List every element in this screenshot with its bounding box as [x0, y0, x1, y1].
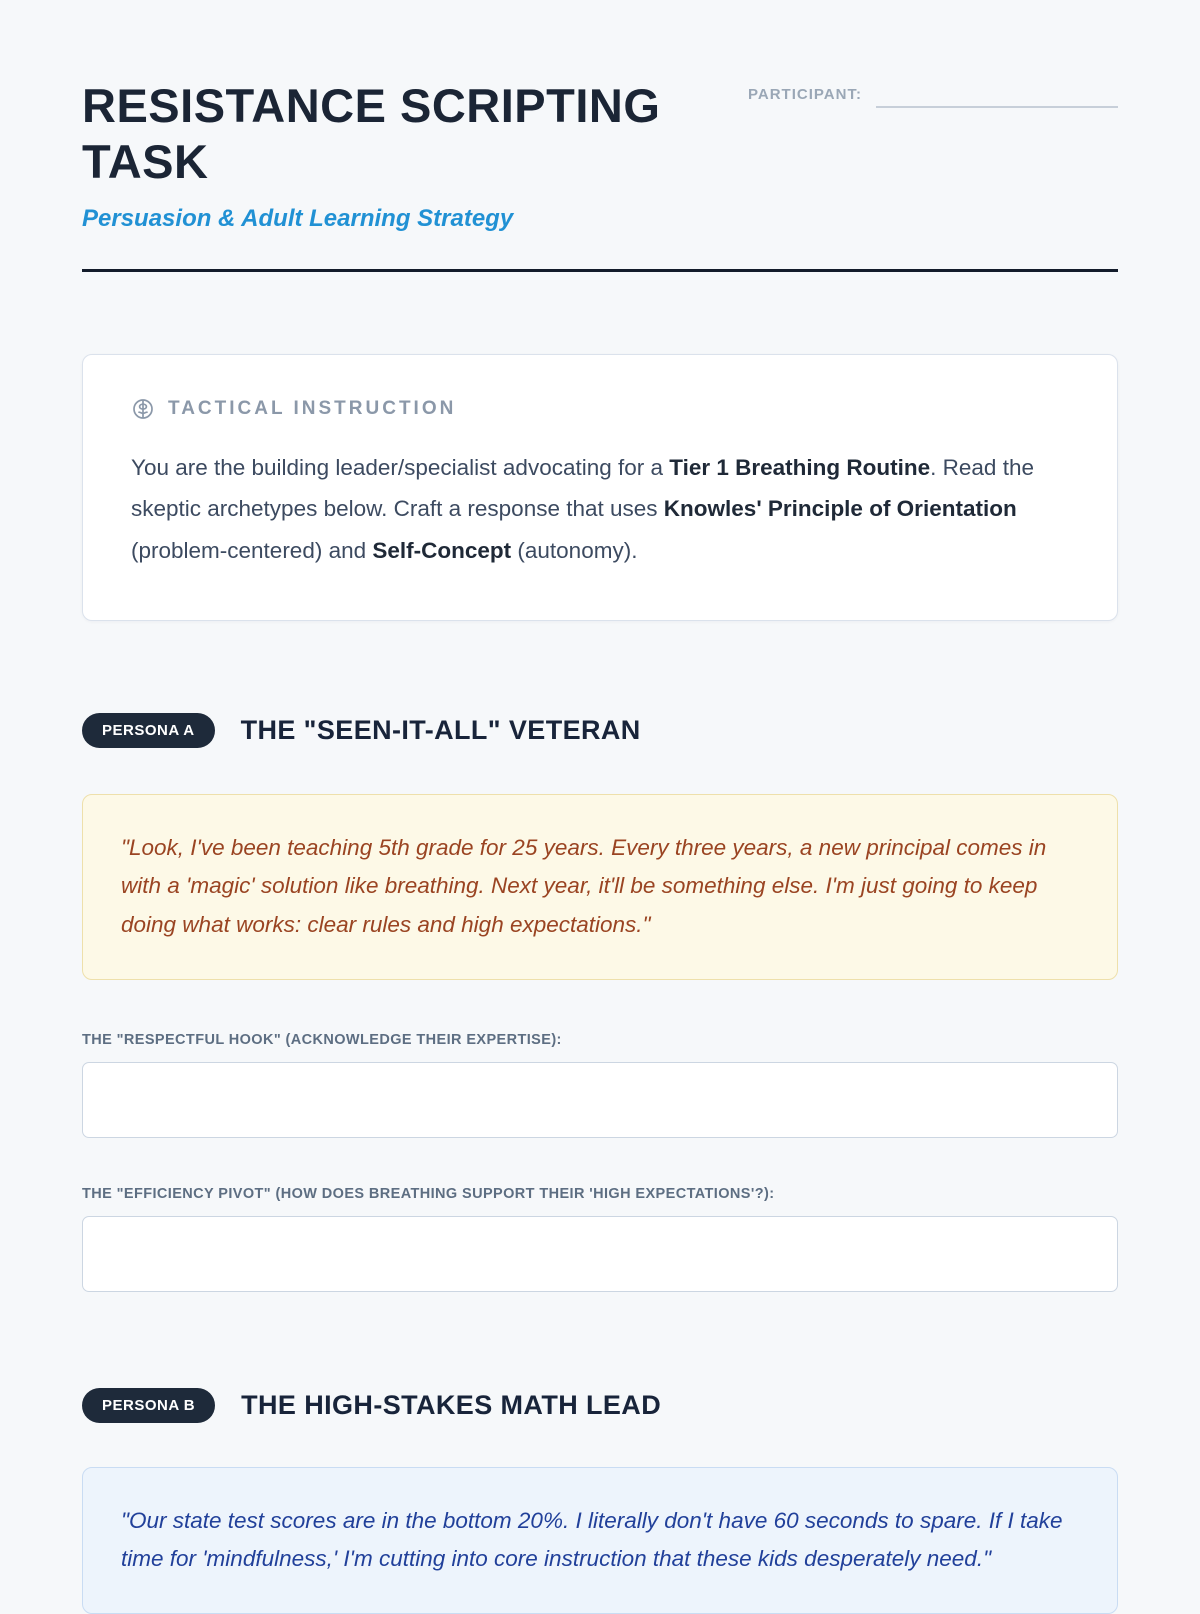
persona-a-header [82, 713, 1118, 748]
participant-label: PARTICIPANT: [748, 86, 862, 103]
persona-a-section [82, 713, 1118, 1292]
persona-a-badge: PERSONA A [82, 713, 215, 748]
efficiency-pivot-label: THE "EFFICIENCY PIVOT" (HOW DOES BREATHING SUPPORT THEIR 'HIGH EXPECTATIONS'?): [82, 1185, 775, 1202]
efficiency-pivot-input[interactable] [82, 1216, 1118, 1292]
instruction-label: TACTICAL INSTRUCTION [168, 397, 457, 419]
header-divider [82, 269, 1118, 272]
instruction-segment-bold: Knowles' Principle of Orientation [663, 496, 1017, 522]
persona-b-title: THE HIGH-STAKES MATH LEAD [241, 1389, 662, 1420]
participant-field [748, 78, 1118, 108]
page-subtitle: Persuasion & Adult Learning Strategy [82, 204, 514, 232]
instruction-segment: (problem-centered) and [131, 538, 373, 564]
participant-blank-line[interactable] [876, 84, 1118, 108]
persona-b-section [82, 1388, 1118, 1614]
persona-a-title: THE "SEEN-IT-ALL" VETERAN [240, 714, 641, 745]
brain-icon [131, 397, 155, 421]
instruction-segment: You are the building leader/specialist advocating for a [131, 454, 670, 480]
instruction-text [131, 447, 1069, 572]
title-block [82, 78, 722, 233]
persona-a-quote: "Look, I've been teaching 5th grade for 25 years. Every three years, a new principal comes in with a 'magic' solution like breathing. Next year, it'll be something else. I'm just going to keep doing what works: clear rules and high expectations." [82, 794, 1118, 980]
instruction-heading [131, 397, 1069, 421]
instruction-segment: . Read the skeptic archetypes below. Craft a response that uses [131, 454, 1034, 522]
instruction-segment: (autonomy). [511, 538, 638, 564]
respectful-hook-input[interactable] [82, 1062, 1118, 1138]
page-header [82, 78, 1118, 233]
persona-b-badge: PERSONA B [82, 1388, 215, 1423]
instruction-segment-bold: Tier 1 Breathing Routine [669, 454, 931, 480]
page-title: RESISTANCE SCRIPTING TASK [82, 79, 661, 189]
persona-b-header [82, 1388, 1118, 1423]
persona-b-quote: "Our state test scores are in the bottom 20%. I literally don't have 60 seconds to spare. If I take time for 'mindfulness,' I'm cutting into core instruction that these kids desperately need." [82, 1467, 1118, 1614]
respectful-hook-label: THE "RESPECTFUL HOOK" (ACKNOWLEDGE THEIR EXPERTISE): [82, 1031, 562, 1048]
tactical-instruction-card [82, 354, 1118, 621]
instruction-segment-bold: Self-Concept [372, 538, 512, 564]
